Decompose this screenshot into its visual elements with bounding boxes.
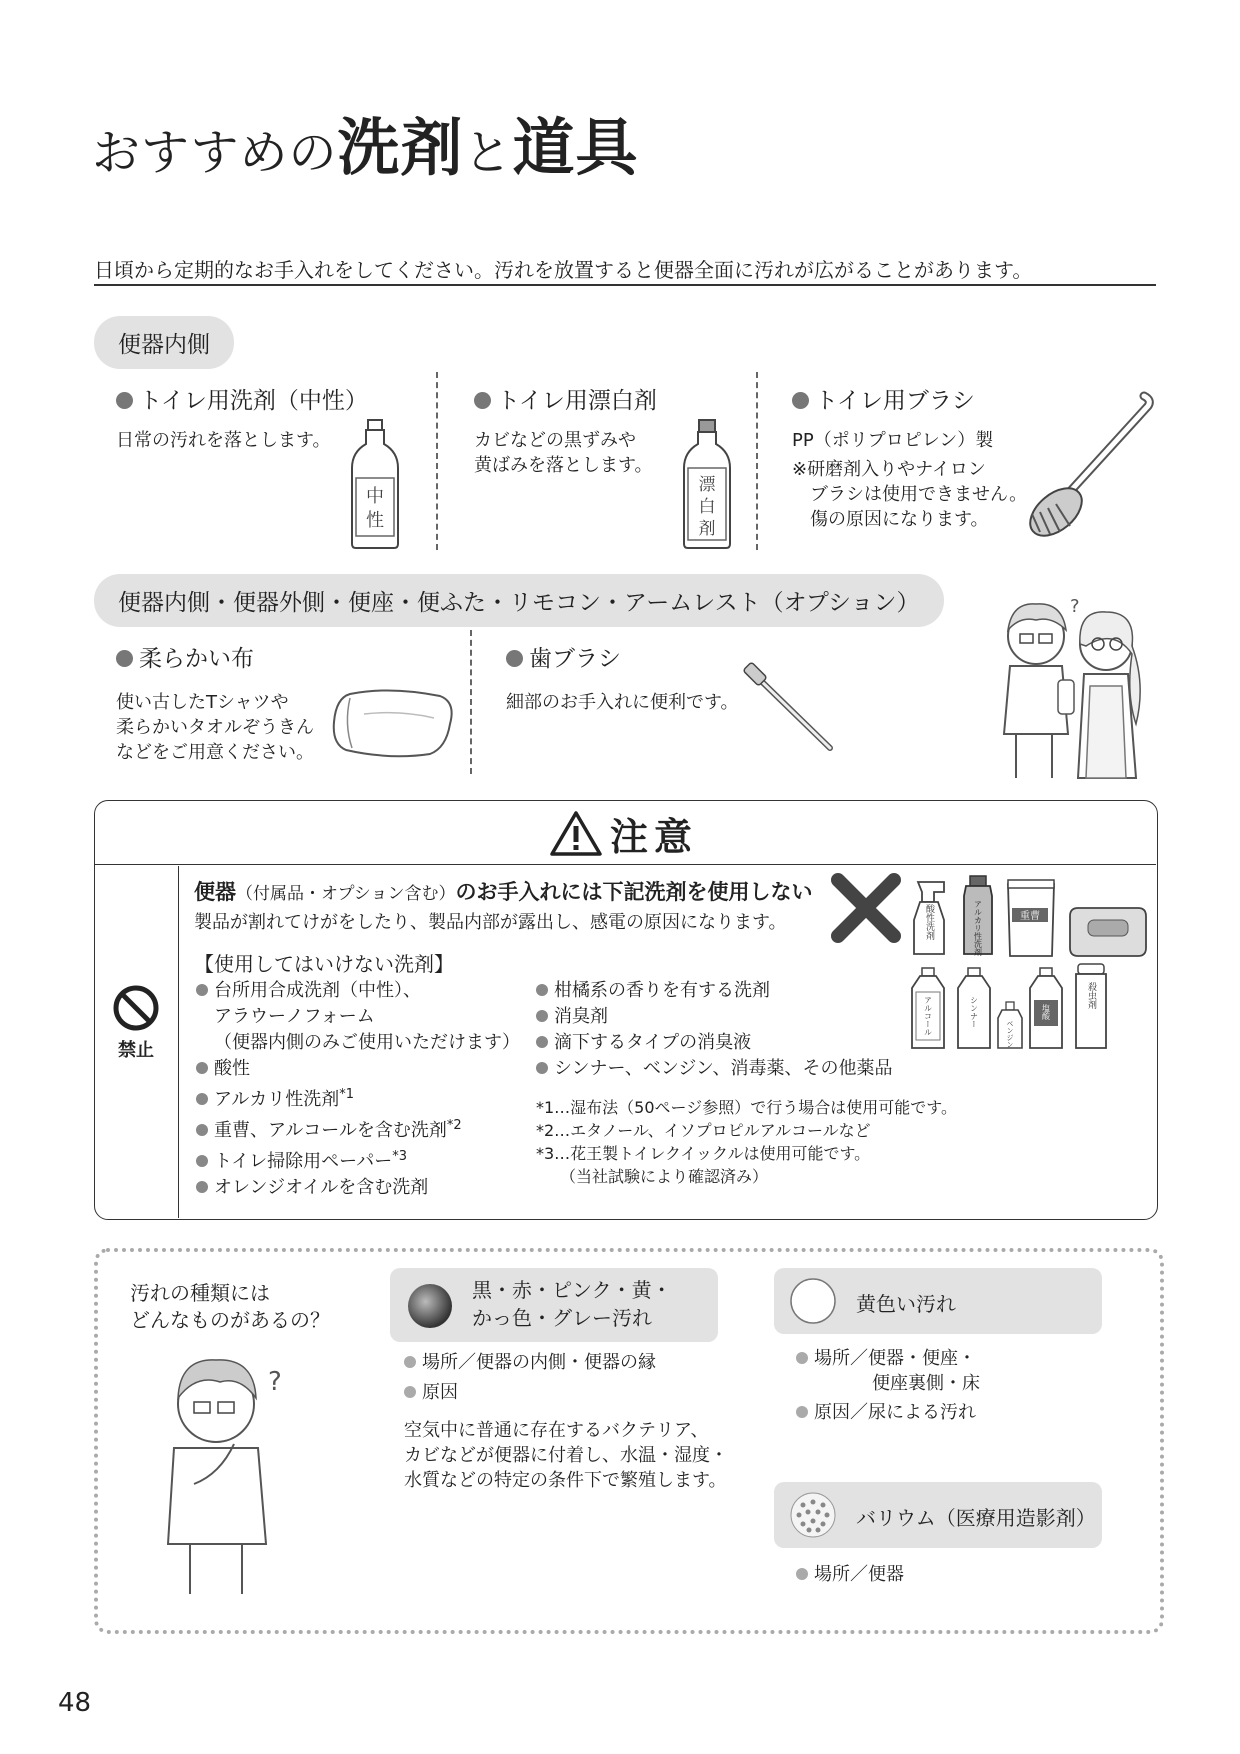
column-divider xyxy=(756,372,758,550)
list-item: アルカリ性洗剤$^{*1}$ xyxy=(196,1082,520,1113)
page-number: 48 xyxy=(58,1688,92,1718)
stain-detail-barium xyxy=(796,1562,904,1588)
prohibited-icon xyxy=(112,984,160,1032)
bottle-label: 剤 xyxy=(698,519,716,539)
svg-text:?: ? xyxy=(1070,596,1080,617)
bottle-label: アルカリ性洗剤 xyxy=(973,900,983,956)
prohibited-list-title: 【使用してはいけない洗剤】 xyxy=(194,952,454,976)
list-item: 酸性 xyxy=(196,1056,520,1082)
caution-title: 注意 xyxy=(550,806,698,860)
bottle-label: シンナー xyxy=(969,996,979,1028)
page-title: おすすめの洗剤と道具 xyxy=(92,111,639,184)
bullet-dot xyxy=(474,392,491,409)
stain-detail-black xyxy=(404,1350,728,1493)
bullet-dot xyxy=(796,1406,808,1418)
footnotes: *1…湿布法（50ページ参照）で行う場合は使用可能です。 *2…エタノール、イソプロピルアルコールなど *3…花王製トイレクイックルは使用可能です。 （当社試験により確認済み） xyxy=(536,1098,957,1186)
stain-question: 汚れの種類には どんなものがあるの？ xyxy=(130,1281,330,1332)
bullet-dot xyxy=(404,1356,416,1368)
bullet-dot xyxy=(196,984,208,996)
item-heading: 柔らかい布 xyxy=(116,640,254,673)
list-item: 原因 xyxy=(404,1380,728,1406)
bottle-label: 塩酸 xyxy=(1041,1004,1051,1020)
bottle-bleach-icon xyxy=(682,418,732,550)
item-heading: トイレ用ブラシ xyxy=(792,382,975,415)
list-item: シンナー、ベンジン、消毒薬、その他薬品 xyxy=(536,1056,893,1082)
section-pill-inner: 便器内側 xyxy=(94,316,234,369)
cause-text: 空気中に普通に存在するバクテリア、 カビなどが便器に付着し、水温・湿度・ 水質などの特定の条件下で繁殖します。 xyxy=(404,1420,728,1491)
toilet-brush-icon xyxy=(1026,392,1156,542)
bottle-neutral-icon xyxy=(350,418,400,550)
toothbrush-icon xyxy=(742,666,838,754)
list-item: 消臭剤 xyxy=(536,1004,893,1030)
bullet-dot xyxy=(536,984,548,996)
list-item: 場所／便器の内側・便器の縁 xyxy=(404,1350,728,1376)
bottle-label: 中 xyxy=(366,486,384,507)
svg-text:?: ? xyxy=(268,1367,282,1397)
bottle-label: 性 xyxy=(366,510,384,531)
bullet-dot xyxy=(506,650,523,667)
section-pill-all: 便器内側・便器外側・便座・便ふた・リモコン・アームレスト（オプション） xyxy=(94,574,944,627)
bottle-label: アルコール xyxy=(923,996,933,1036)
item-heading: 歯ブラシ xyxy=(506,640,621,673)
list-item: 場所／便器 xyxy=(796,1562,904,1588)
bottle-label: ベンジン xyxy=(1006,1020,1014,1048)
yellow-stain-icon xyxy=(788,1276,838,1326)
bullet-dot xyxy=(536,1036,548,1048)
bottle-label: 殺虫剤 xyxy=(1086,982,1096,1009)
bullet-dot xyxy=(196,1062,208,1074)
bullet-dot xyxy=(116,650,133,667)
bullet-dot xyxy=(536,1062,548,1074)
list-item: 柑橘系の香りを有する洗剤 xyxy=(536,978,893,1004)
item-text: 細部のお手入れに便利です。 xyxy=(506,692,739,713)
list-item: トイレ掃除用ペーパー$^{*3}$ xyxy=(196,1144,520,1175)
item-text: PP（ポリプロピレン）製 ※研磨剤入りやナイロン ブラシは使用できません。 傷の原因になります。 xyxy=(792,430,1028,530)
bullet-dot xyxy=(196,1181,208,1193)
stain-detail-yellow xyxy=(796,1346,980,1425)
bottle-label: 漂 xyxy=(698,475,716,495)
list-item: 重曹、アルコールを含む洗剤$^{*2}$ xyxy=(196,1113,520,1144)
list-item: 台所用合成洗剤（中性）、 xyxy=(196,978,520,1004)
stain-title-barium: バリウム（医療用造影剤） xyxy=(856,1506,1096,1530)
bullet-dot xyxy=(196,1155,208,1167)
bullet-dot xyxy=(796,1352,808,1364)
prohibited-products-icon xyxy=(904,872,1154,1072)
bullet-dot xyxy=(796,1568,808,1580)
bullet-dot xyxy=(196,1124,208,1136)
column-divider xyxy=(470,630,472,774)
caution-subline: 製品が割れてけがをしたり、製品内部が露出し、感電の原因になります。 xyxy=(194,912,787,933)
barium-stain-icon xyxy=(788,1490,838,1540)
stain-title-yellow: 黄色い汚れ xyxy=(856,1292,956,1316)
dark-stain-icon xyxy=(406,1282,454,1330)
warning-triangle-icon xyxy=(550,810,602,856)
stain-title-black: 黒・赤・ピンク・黄・ かっ色・グレー汚れ xyxy=(472,1278,672,1330)
column-divider xyxy=(436,372,438,550)
item-text: カビなどの黒ずみや 黄ばみを落とします。 xyxy=(474,430,653,476)
bullet-dot xyxy=(404,1386,416,1398)
bullet-dot xyxy=(196,1093,208,1105)
caution-headline: 便器（付属品・オプション含む）のお手入れには下記洗剤を使用しない xyxy=(194,880,813,904)
bottle-label: 白 xyxy=(698,497,716,517)
bullet-dot xyxy=(536,1010,548,1022)
prohibited-list-left xyxy=(196,978,520,1201)
bullet-dot xyxy=(116,392,133,409)
thinking-person-illustration-icon xyxy=(150,1344,300,1596)
item-text: 日常の汚れを落とします。 xyxy=(116,430,331,451)
soft-cloth-icon xyxy=(330,684,458,760)
list-item: 原因／尿による汚れ xyxy=(796,1400,980,1425)
prohibited-list-right xyxy=(536,978,893,1082)
divider xyxy=(94,284,1156,286)
list-item: アラウーノフォーム xyxy=(214,1006,375,1027)
item-text: 使い古したTシャツや 柔らかいタオルぞうきん などをご用意ください。 xyxy=(116,692,314,763)
people-illustration-icon xyxy=(986,594,1156,780)
list-item: 便座裏側・床 xyxy=(872,1373,980,1394)
list-item: オレンジオイルを含む洗剤 xyxy=(196,1175,520,1201)
item-heading: トイレ用漂白剤 xyxy=(474,382,657,415)
list-item: 場所／便器・便座・ xyxy=(796,1346,980,1371)
bottle-label: 酸性洗剤 xyxy=(924,904,934,940)
item-heading: トイレ用洗剤（中性） xyxy=(116,382,368,415)
cross-mark-icon xyxy=(830,872,902,944)
bottle-label: 重曹 xyxy=(1020,911,1040,922)
list-item: 滴下するタイプの消臭液 xyxy=(536,1030,893,1056)
prohibit-label: 禁止 xyxy=(118,1040,154,1061)
bullet-dot xyxy=(792,392,809,409)
intro-text: 日頃から定期的なお手入れをしてください。汚れを放置すると便器全面に汚れが広がることがあります。 xyxy=(94,258,1033,282)
list-item: （便器内側のみご使用いただけます） xyxy=(214,1032,520,1053)
